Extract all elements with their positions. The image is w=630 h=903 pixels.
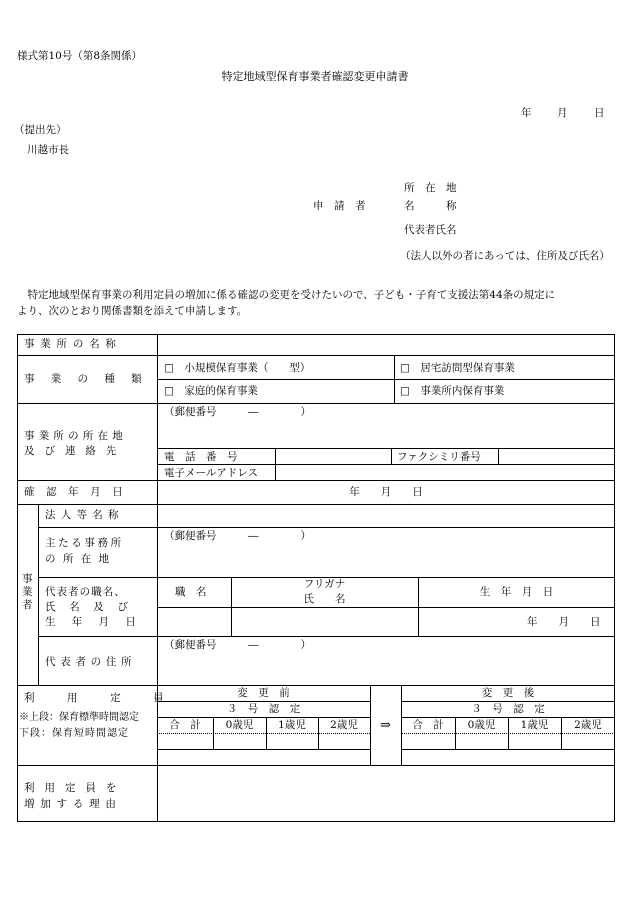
label-text: 事業所の名称: [24, 338, 122, 350]
after-total: 合 計: [412, 719, 444, 731]
after-label: 変 更 後: [481, 687, 535, 699]
birth-value[interactable]: 年 月 日: [527, 616, 601, 628]
date-month: 月: [557, 107, 568, 119]
date-year: 年: [521, 107, 532, 119]
before-total: 合 計: [169, 719, 201, 731]
operator-label: 事業者: [22, 573, 33, 611]
date-day: 日: [594, 107, 605, 119]
increase-reason-label-2: 増加する理由: [24, 798, 122, 810]
type-small-scale[interactable]: □ 小規模保育事業（ 型）: [164, 362, 311, 374]
main-office-label-1: 主たる事務所: [45, 537, 124, 549]
rep-info-label-3: 生年月日: [45, 616, 153, 628]
page-title: 特定地域型保育事業者確認変更申請書: [221, 70, 409, 83]
before-age1: 1歳児: [278, 719, 306, 731]
body-line-2: より、次のとおり関係書類を添えて申請します。: [17, 305, 248, 317]
after-age1: 1歳児: [520, 719, 549, 731]
facility-name-label: [24, 338, 151, 351]
birth-label: 生 年 月 日: [479, 586, 554, 598]
after-cert3: ３ 号 認 定: [471, 703, 545, 715]
before-age2: 2歳児: [330, 719, 358, 731]
fax-label: ファクシミリ番号: [397, 451, 481, 463]
after-age0: 0歳児: [467, 719, 496, 731]
form-number: 様式第10号（第8条関係）: [17, 50, 143, 62]
job-title-label: 職 名: [175, 586, 207, 598]
business-type-label: 事業の種類: [24, 373, 158, 385]
location-label-2: 及び連絡先: [24, 445, 127, 457]
increase-reason-label-1: 利用定員を: [24, 782, 127, 794]
submit-to: （提出先）: [14, 124, 67, 136]
body-line-1: 特定地域型保育事業の利用定員の増加に係る確認の変更を受けたいので、子ども・子育て支援法第44条の規定に: [17, 289, 556, 301]
increase-reason-field[interactable]: [158, 766, 614, 821]
confirm-date-label: 確認年月日: [24, 486, 135, 498]
rep-info-label-2: 氏名及び: [45, 601, 142, 613]
before-cert3: ３ 号 認 定: [226, 703, 301, 715]
mayor: 川越市長: [27, 144, 69, 156]
type-family[interactable]: □ 家庭的保育事業: [164, 385, 258, 397]
main-office-postal[interactable]: （郵便番号 ― ）: [164, 530, 311, 542]
confirm-date-value[interactable]: 年 月 日: [349, 486, 423, 498]
location-label-1: 事業所の所在地: [24, 430, 127, 442]
arrow-icon: ⇒: [380, 718, 391, 733]
applicant-address-label: 所 在 地: [404, 182, 457, 194]
rep-address-postal[interactable]: （郵便番号 ― ）: [164, 639, 311, 651]
rep-address-label: 代表者の住所: [45, 656, 137, 668]
type-home-visit[interactable]: □ 居宅訪問型保育事業: [400, 362, 515, 374]
capacity-note-2: 下段：保育短時間認定: [19, 728, 129, 739]
email-label: 電子メールアドレス: [164, 467, 258, 479]
application-table: [17, 334, 615, 822]
postal-field[interactable]: （郵便番号 ― ）: [164, 406, 311, 418]
applicant-rep-label: 代表者氏名: [404, 224, 457, 236]
rep-info-label-1: 代表者の職名、: [45, 586, 126, 598]
before-label: 変 更 前: [237, 687, 290, 699]
shimei-label: 氏 名: [303, 593, 346, 605]
furigana-label: フリガナ: [303, 578, 346, 590]
main-office-label-2: の所在地: [45, 553, 117, 565]
before-age0: 0歳児: [225, 719, 254, 731]
corp-name-label: 法人等名称: [45, 509, 124, 521]
capacity-note-1: ※上段：保育標準時間認定: [19, 712, 139, 723]
phone-label: 電 話 番 号: [164, 451, 238, 463]
type-workplace[interactable]: □ 事業所内保育事業: [400, 385, 505, 397]
after-age2: 2歳児: [574, 719, 602, 731]
applicant-name-label: 名 称: [404, 200, 457, 212]
capacity-label: 利用定員: [24, 692, 197, 704]
applicant-note: （法人以外の者にあっては、住所及び氏名）: [400, 250, 610, 262]
applicant-label: 申 請 者: [313, 200, 366, 212]
